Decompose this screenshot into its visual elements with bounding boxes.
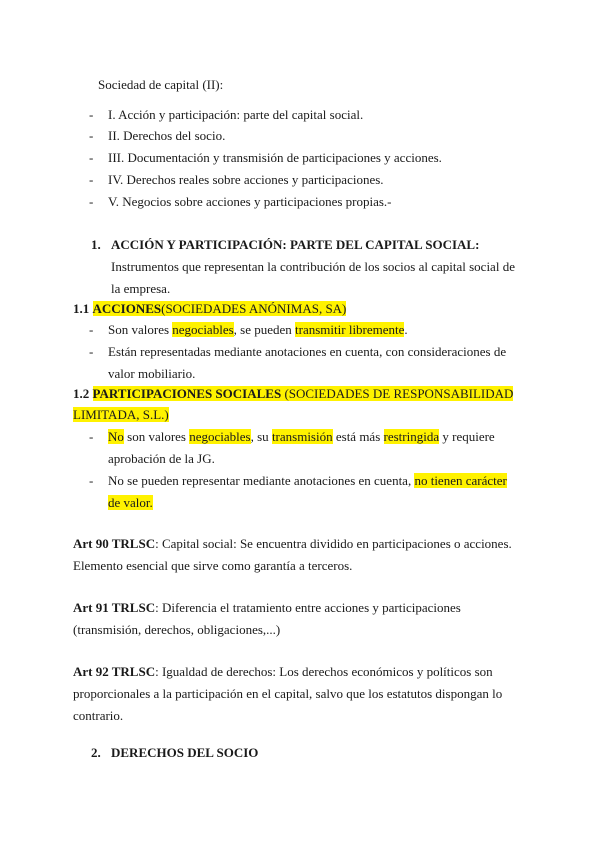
article-line: Art 92 TRLSC: Igualdad de derechos: Los derechos económicos y políticos son: [73, 664, 493, 679]
dash-bullet: -: [89, 429, 94, 444]
section2-title: DERECHOS DEL SOCIO: [111, 745, 259, 760]
article-ref: Art 91 TRLSC: [73, 600, 156, 615]
dash-bullet: -: [89, 150, 94, 165]
highlight: transmitir libremente: [295, 322, 405, 337]
article-ref: Art 90 TRLSC: [73, 536, 156, 551]
dash-bullet: -: [89, 194, 94, 209]
subsection-paren-cont: LIMITADA, S.L.): [73, 407, 169, 422]
subsection-title: ACCIONES: [92, 301, 162, 316]
article-line: proporcionales a la participación en el capital, salvo que los estatutos dispongan lo: [73, 686, 503, 701]
bullet-text: [108, 495, 153, 511]
section1-desc: Instrumentos que representan la contribución de los socios al capital social de: [111, 259, 515, 274]
highlight: no tienen carácter: [414, 473, 507, 488]
highlight: de valor.: [108, 495, 153, 510]
highlight: negociables: [172, 322, 234, 337]
subsection-1-1-heading: [73, 301, 346, 317]
section1-desc: la empresa.: [111, 281, 171, 296]
dash-bullet: -: [89, 128, 94, 143]
highlight: negociables: [189, 429, 251, 444]
subsection-paren: (SOCIEDADES DE RESPONSABILIDAD: [281, 386, 513, 401]
dash-bullet: -: [89, 473, 94, 488]
toc-item: III. Documentación y transmisión de participaciones y acciones.: [108, 150, 442, 165]
subsection-number: 1.2: [73, 386, 90, 401]
article-ref: Art 92 TRLSC: [73, 664, 156, 679]
dash-bullet: -: [89, 344, 94, 359]
subsection-title: PARTICIPACIONES SOCIALES: [92, 386, 282, 401]
intro-text: Sociedad de capital (II):: [98, 77, 224, 92]
bullet-text: valor mobiliario.: [108, 366, 196, 381]
bullet-text: Son valores negociables, se pueden transmitir libremente.: [108, 322, 408, 337]
toc-item: V. Negocios sobre acciones y participaciones propias.-: [108, 194, 392, 209]
bullet-text: Están representadas mediante anotaciones en cuenta, con consideraciones de: [108, 344, 507, 359]
section1-number: 1.: [91, 237, 101, 252]
dash-bullet: -: [89, 172, 94, 187]
section1-title: ACCIÓN Y PARTICIPACIÓN: PARTE DEL CAPITAL SOCIAL:: [111, 237, 480, 252]
toc-item: IV. Derechos reales sobre acciones y participaciones.: [108, 172, 384, 187]
bullet-text: No son valores negociables, su transmisión está más restringida y requiere: [108, 429, 495, 444]
dash-bullet: -: [89, 322, 94, 337]
highlight: transmisión: [271, 429, 333, 444]
bullet-text: aprobación de la JG.: [108, 451, 215, 466]
article-line: Elemento esencial que sirve como garantía a terceros.: [73, 558, 353, 573]
article-line: contrario.: [73, 708, 124, 723]
article-line: Art 91 TRLSC: Diferencia el tratamiento entre acciones y participaciones: [73, 600, 461, 615]
section2-number: 2.: [91, 745, 101, 760]
subsection-1-2-heading: [73, 386, 513, 402]
subsection-paren: (SOCIEDADES ANÓNIMAS, SA): [161, 301, 347, 316]
bullet-text: No se pueden representar mediante anotaciones en cuenta, no tienen carácter: [108, 473, 507, 488]
highlight: restringida: [383, 429, 440, 444]
toc-item: I. Acción y participación: parte del capital social.: [108, 107, 364, 122]
dash-bullet: -: [89, 107, 94, 122]
article-line: Art 90 TRLSC: Capital social: Se encuentra dividido en participaciones o acciones.: [73, 536, 512, 551]
subsection-number: 1.1: [73, 301, 90, 316]
article-line: (transmisión, derechos, obligaciones,...): [73, 622, 281, 637]
highlight: No: [108, 429, 124, 444]
toc-item: II. Derechos del socio.: [108, 128, 226, 143]
